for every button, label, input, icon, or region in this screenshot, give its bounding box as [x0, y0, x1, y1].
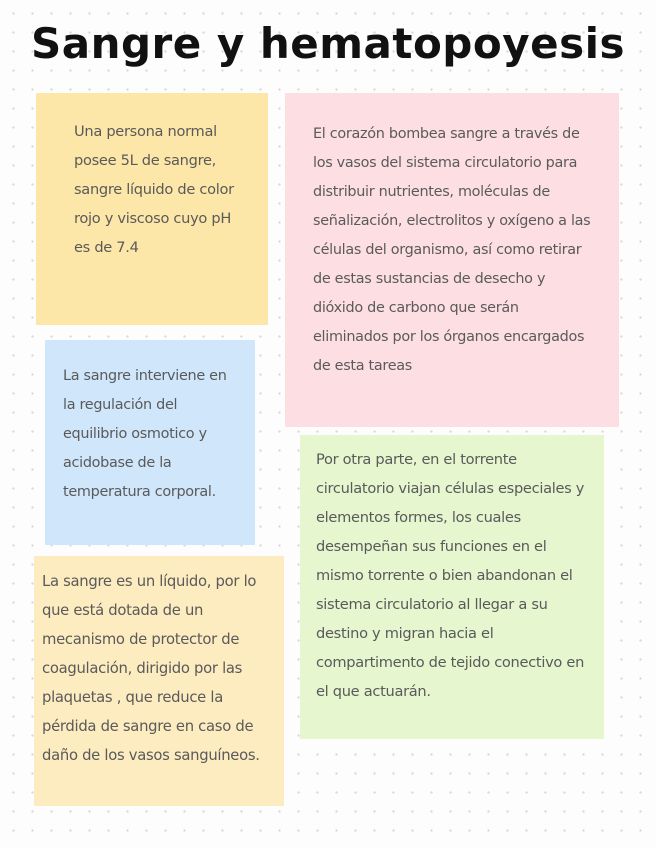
note-text-blood-cells: Por otra parte, en el torrente circulatorio viajan células especiales y elementos formes, los cuales desempeñan sus funciones en el mismo torrente o bien abandonan el sistema circulatorio al llegar a su destino y migran hacia el compartimento de tejido conectivo en el que actuarán. [316, 451, 585, 700]
note-text-regulation: La sangre interviene en la regulación del equilibrio osmotico y acidobase de la temperatura corporal. [63, 368, 227, 500]
sticky-note-blood-cells [300, 435, 604, 739]
note-text-heart-circulation: El corazón bombea sangre a través de los vasos del sistema circulatorio para distribuir nutrientes, moléculas de señalización, electrolitos y oxígeno a las células del organismo, así como retirar de estas sustancias de desecho y dióxido de carbono que serán eliminados por los órganos encargados de esta tareas [313, 126, 591, 374]
sticky-note-coagulation [34, 556, 284, 806]
sticky-note-heart-circulation [285, 93, 619, 427]
page-title: Sangre y hematopoyesis [31, 19, 625, 68]
note-text-blood-volume: Una persona normal posee 5L de sangre, sangre líquido de color rojo y viscoso cuyo pH es de 7.4 [74, 123, 234, 256]
note-text-coagulation: La sangre es un líquido, por lo que está dotada de un mecanismo de protector de coagulación, dirigido por las plaquetas , que reduce la pérdida de sangre en caso de daño de los vasos sanguíneos. [42, 573, 260, 764]
sticky-note-regulation [45, 340, 255, 545]
sticky-note-blood-volume [36, 93, 268, 325]
